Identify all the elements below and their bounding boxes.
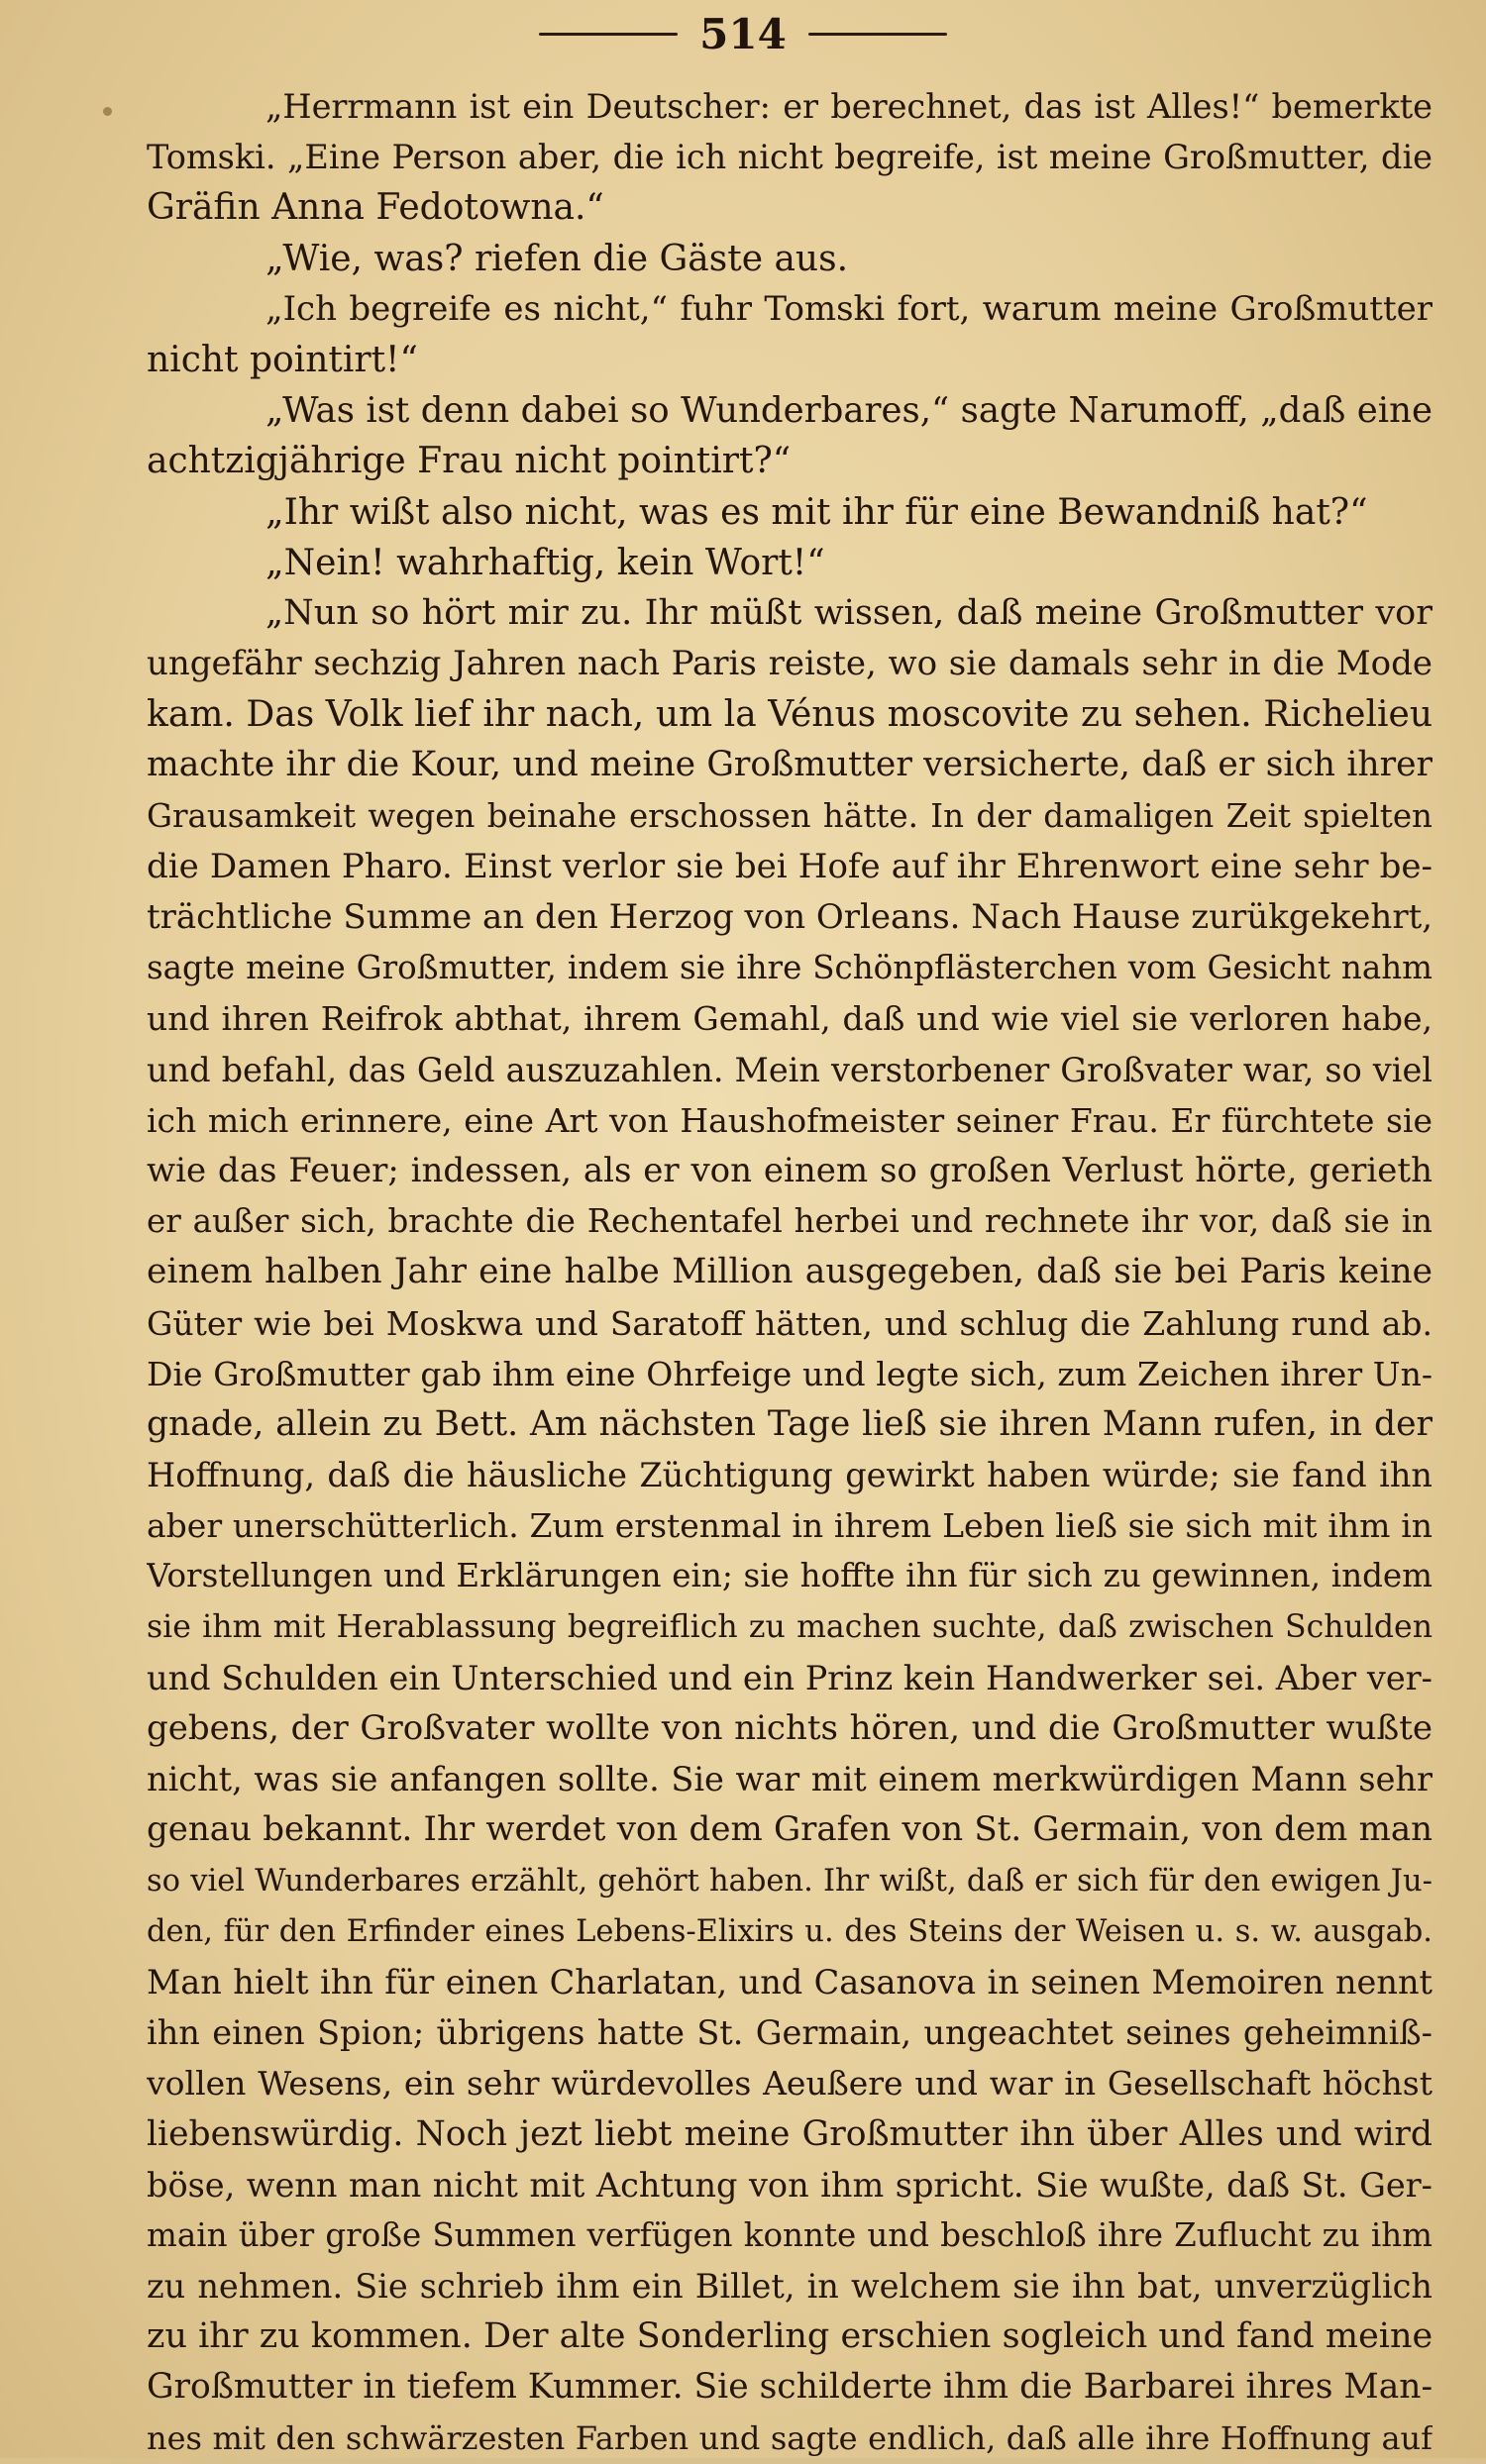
text-line: vollen Wesens, ein sehr würdevolles Aeußere und war in Gesellschaft höchst bbox=[147, 2064, 1433, 2104]
text-line: kam. Das Volk lief ihr nach, um la Vénus moscovite zu sehen. Richelieu bbox=[147, 694, 1433, 736]
header-rule-left bbox=[539, 33, 678, 36]
text-line: gnade, allein zu Bett. Am nächsten Tage ließ sie ihren Mann rufen, in der bbox=[147, 1403, 1433, 1444]
text-line: einem halben Jahr eine halbe Million ausgegeben, daß sie bei Paris keine bbox=[147, 1252, 1433, 1292]
text-line: Großmutter in tiefem Kummer. Sie schilderte ihm die Barbarei ihres Man- bbox=[147, 2367, 1433, 2408]
text-line: aber unerschütterlich. Zum erstenmal in ihrem Leben ließ sie sich mit ihm in bbox=[147, 1506, 1433, 1546]
text-line: „Ich begreife es nicht,“ fuhr Tomski fort, warum meine Großmutter bbox=[265, 288, 1433, 329]
text-line: sie ihm mit Herablassung begreiflich zu machen suchte, daß zwischen Schulden bbox=[147, 1608, 1433, 1645]
text-line: ungefähr sechzig Jahren nach Paris reiste, wo sie damals sehr in die Mode bbox=[147, 644, 1433, 684]
page-header bbox=[0, 6, 1486, 61]
text-line: „Wie, was? riefen die Gäste aus. bbox=[265, 238, 849, 279]
text-line: sagte meine Großmutter, indem sie ihre Schönpflästerchen vom Gesicht nahm bbox=[147, 949, 1433, 987]
text-line: liebenswürdig. Noch jezt liebt meine Großmutter ihn über Alles und wird bbox=[147, 2113, 1433, 2154]
text-line: Man hielt ihn für einen Charlatan, und Casanova in seinen Memoiren nennt bbox=[147, 1962, 1433, 2002]
header-rule-right bbox=[808, 33, 947, 36]
text-line: Gräfin Anna Fedotowna.“ bbox=[147, 187, 604, 229]
text-line: so viel Wunderbares erzählt, gehört haben. Ihr wißt, daß er sich für den ewigen Ju- bbox=[147, 1863, 1433, 1899]
text-line: „Nun so hört mir zu. Ihr müßt wissen, daß meine Großmutter vor bbox=[265, 592, 1433, 633]
page-number: 514 bbox=[699, 9, 787, 58]
text-line: böse, wenn man nicht mit Achtung von ihm spricht. Sie wußte, daß St. Ger- bbox=[147, 2165, 1433, 2205]
text-line: nicht pointirt!“ bbox=[147, 339, 418, 380]
text-line: machte ihr die Kour, und meine Großmutter versicherte, daß er sich ihrer bbox=[147, 745, 1433, 785]
text-line: zu nehmen. Sie schrieb ihm ein Billet, in welchem sie ihn bat, unverzüglich bbox=[147, 2267, 1433, 2307]
text-line: genau bekannt. Ihr werdet von dem Grafen von St. Germain, von dem man bbox=[147, 1809, 1433, 1850]
text-line: und befahl, das Geld auszuzahlen. Mein verstorbener Großvater war, so viel bbox=[147, 1050, 1433, 1089]
text-line: „Herrmann ist ein Deutscher: er berechnet, das ist Alles!“ bemerkte bbox=[265, 87, 1433, 126]
text-line: die Damen Pharo. Einst verlor sie bei Hofe auf ihr Ehrenwort eine sehr be- bbox=[147, 846, 1433, 886]
text-line: „Ihr wißt also nicht, was es mit ihr für eine Bewandniß hat?“ bbox=[265, 491, 1368, 533]
text-line: Tomski. „Eine Person aber, die ich nicht begreife, ist meine Großmutter, die bbox=[147, 138, 1433, 177]
text-line: trächtliche Summe an den Herzog von Orleans. Nach Hause zurükgekehrt, bbox=[147, 897, 1433, 937]
text-line: Vorstellungen und Erklärungen ein; sie hoffte ihn für sich zu gewinnen, indem bbox=[147, 1557, 1433, 1595]
text-line: nes mit den schwärzesten Farben und sagte endlich, daß alle ihre Hoffnung auf bbox=[147, 2418, 1433, 2457]
text-line: Hoffnung, daß die häusliche Züchtigung gewirkt haben würde; sie fand ihn bbox=[147, 1456, 1433, 1495]
text-line: den, für den Erfinder eines Lebens-Elixirs u. des Steins der Weisen u. s. w. ausgab. bbox=[147, 1913, 1433, 1949]
text-line: Grausamkeit wegen beinahe erschossen hätte. In der damaligen Zeit spielten bbox=[147, 796, 1433, 835]
text-line: wie das Feuer; indessen, als er von einem so großen Verlust hörte, gerieth bbox=[147, 1150, 1433, 1190]
text-line: „Nein! wahrhaftig, kein Wort!“ bbox=[265, 542, 825, 583]
text-line: „Was ist denn dabei so Wunderbares,“ sagte Narumoff, „daß eine bbox=[265, 390, 1433, 432]
text-line: nicht, was sie anfangen sollte. Sie war mit einem merkwürdigen Mann sehr bbox=[147, 1760, 1433, 1799]
text-line: ihn einen Spion; übrigens hatte St. Germain, ungeachtet seines geheimniß- bbox=[147, 2013, 1433, 2053]
text-line: er außer sich, brachte die Rechentafel herbei und rechnete ihr vor, daß sie in bbox=[147, 1202, 1433, 1241]
ink-spot bbox=[103, 107, 112, 116]
text-line: und Schulden ein Unterschied und ein Prinz kein Handwerker sei. Aber ver- bbox=[147, 1658, 1433, 1697]
text-line: Güter wie bei Moskwa und Saratoff hätten, und schlug die Zahlung rund ab. bbox=[147, 1303, 1433, 1343]
text-line: achtzigjährige Frau nicht pointirt?“ bbox=[147, 441, 792, 482]
text-line: main über große Summen verfügen konnte und beschloß ihre Zuflucht zu ihm bbox=[147, 2215, 1433, 2254]
body-text bbox=[147, 81, 1433, 2464]
text-line: und ihren Reifrok abthat, ihrem Gemahl, daß und wie viel sie verloren habe, bbox=[147, 999, 1433, 1039]
text-line: Die Großmutter gab ihm eine Ohrfeige und legte sich, zum Zeichen ihrer Un- bbox=[147, 1354, 1433, 1393]
text-line: gebens, der Großvater wollte von nichts hören, und die Großmutter wußte bbox=[147, 1708, 1433, 1748]
text-line: ich mich erinnere, eine Art von Haushofmeister seiner Frau. Er fürchtete sie bbox=[147, 1100, 1433, 1140]
text-line: zu ihr zu kommen. Der alte Sonderling erschien sogleich und fand meine bbox=[147, 2316, 1433, 2357]
